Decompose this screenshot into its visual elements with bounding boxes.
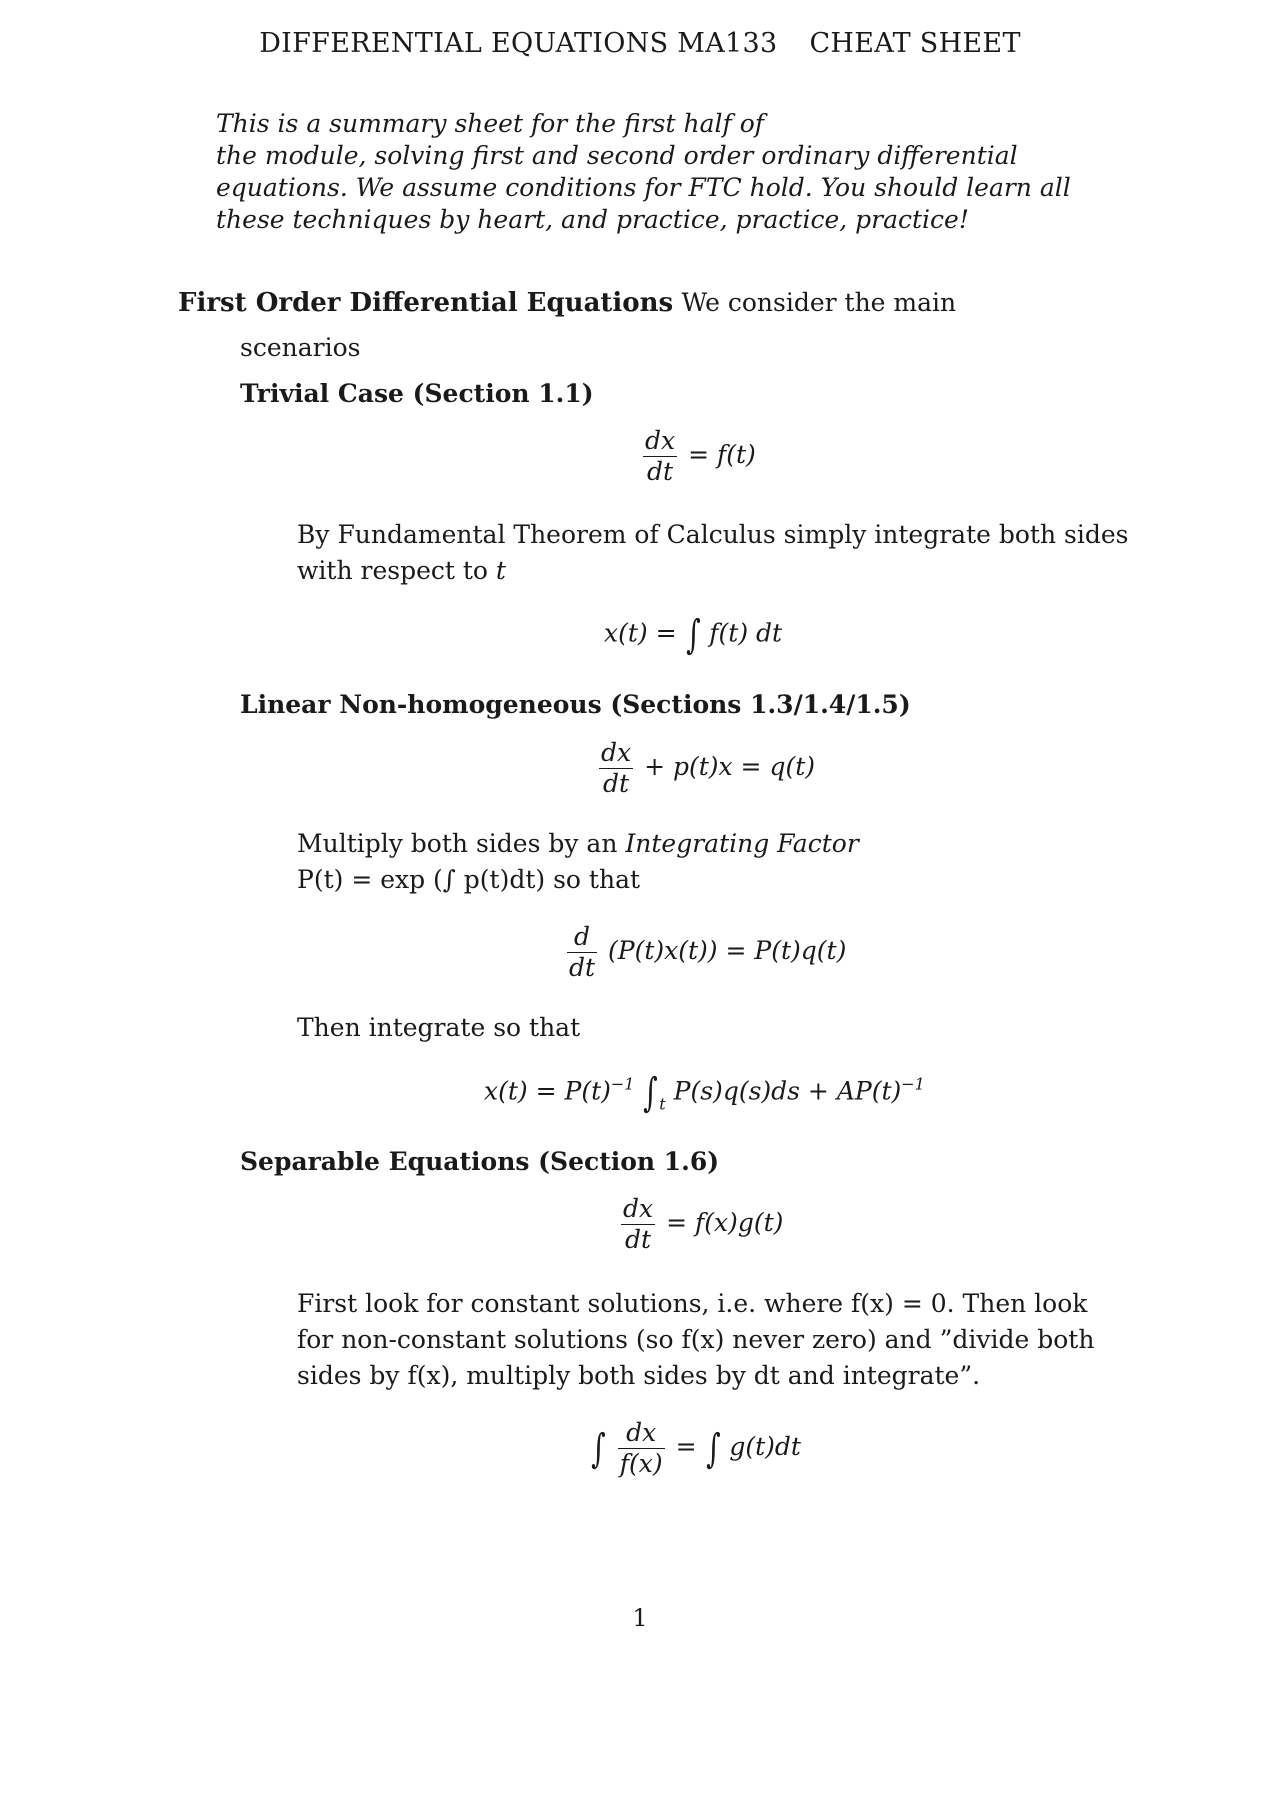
section-intro-continued: scenarios [240,333,361,362]
abstract-line: the module, solving first and second order ordinary differential [216,141,1018,170]
linear-eq-numerator: dx [601,738,632,767]
trivial-equation [640,428,756,485]
linear-equation [596,740,815,797]
linear-text-emphasis: Integrating Factor [625,829,859,858]
page-title [0,28,1280,59]
section-heading [178,288,956,318]
integral-sign-icon: ∫ [685,612,701,658]
separable-text-line: First look for constant solutions, i.e. where f(x) = 0. Then look [297,1289,1088,1318]
trivial-text-line: By Fundamental Theorem of Calculus simply integrate both sides [297,520,1129,549]
separable-text-line: for non-constant solutions (so f(x) never zero) and ”divide both [297,1325,1095,1354]
linear-solution-rhs: P(s)q(s)ds + AP(t) [673,1076,902,1106]
title-main: DIFFERENTIAL EQUATIONS MA133 [259,28,778,59]
trivial-eq-numerator: dx [645,426,676,455]
trivial-case-heading: Trivial Case (Section 1.1) [240,379,594,408]
separable-eq2-denominator: f(x) [619,1449,663,1478]
separable-integral-equation [590,1420,801,1477]
abstract-line: This is a summary sheet for the first half of [216,109,764,138]
linear-solution-subscript: t [659,1094,666,1114]
linear-heading: Linear Non-homogeneous (Sections 1.3/1.4/1.5) [240,690,911,719]
integral-sign-icon: ∫ [643,1070,659,1116]
separable-eq2-rhs: g(t)dt [729,1432,801,1461]
section-title: First Order Differential Equations [178,288,674,318]
trivial-integral-equation [604,612,782,658]
trivial-eq-rhs: = f(t) [688,440,756,469]
linear-solution-exponent: −1 [610,1074,635,1094]
abstract-line: equations. We assume conditions for FTC hold. You should learn all [216,173,1071,202]
page-number: 1 [632,1604,648,1632]
linear-eq-rhs: + p(t)x = q(t) [644,752,816,781]
separable-eq2-numerator: dx [618,1420,665,1449]
linear-text-part: Multiply both sides by an [297,829,626,858]
trivial-integral-lhs: x(t) = [604,618,677,648]
abstract-line: these techniques by heart, and practice, practice, practice! [216,205,969,234]
trivial-text-part: with respect to [297,556,496,585]
integral-sign-icon: ∫ [591,1425,606,1472]
linear-text-line: P(t) = exp (∫ p(t)dt) so that [297,865,641,894]
separable-eq2-equals: = [675,1432,697,1461]
trivial-text-variable: t [495,556,506,585]
linear-text-line [297,826,859,862]
separable-heading: Separable Equations (Section 1.6) [240,1147,720,1176]
separable-eq-denominator: dt [625,1225,652,1254]
separable-eq-rhs: = f(x)g(t) [666,1208,784,1237]
trivial-eq-denominator: dt [647,457,674,486]
linear-derivative-equation [564,924,846,981]
abstract [216,108,1071,236]
linear-eq2-numerator: d [567,924,597,953]
trivial-integral-rhs: f(t) dt [709,618,783,648]
separable-eq-numerator: dx [623,1194,654,1223]
linear-eq-denominator: dt [603,769,630,798]
linear-eq2-denominator: dt [569,953,596,982]
title-cheat-sheet: CHEAT SHEET [809,28,1021,59]
trivial-text-line [297,553,506,589]
linear-solution-exponent-2: −1 [901,1074,925,1094]
linear-solution-lhs: x(t) = P(t) [484,1076,611,1106]
linear-eq2-rhs: (P(t)x(t)) = P(t)q(t) [608,936,847,965]
section-intro: We consider the main [681,288,957,317]
integral-sign-icon: ∫ [705,1425,721,1472]
separable-equation [618,1196,783,1253]
linear-solution-equation [484,1070,925,1116]
linear-text-line: Then integrate so that [297,1013,581,1042]
separable-text-line: sides by f(x), multiply both sides by dt and integrate”. [297,1361,981,1390]
